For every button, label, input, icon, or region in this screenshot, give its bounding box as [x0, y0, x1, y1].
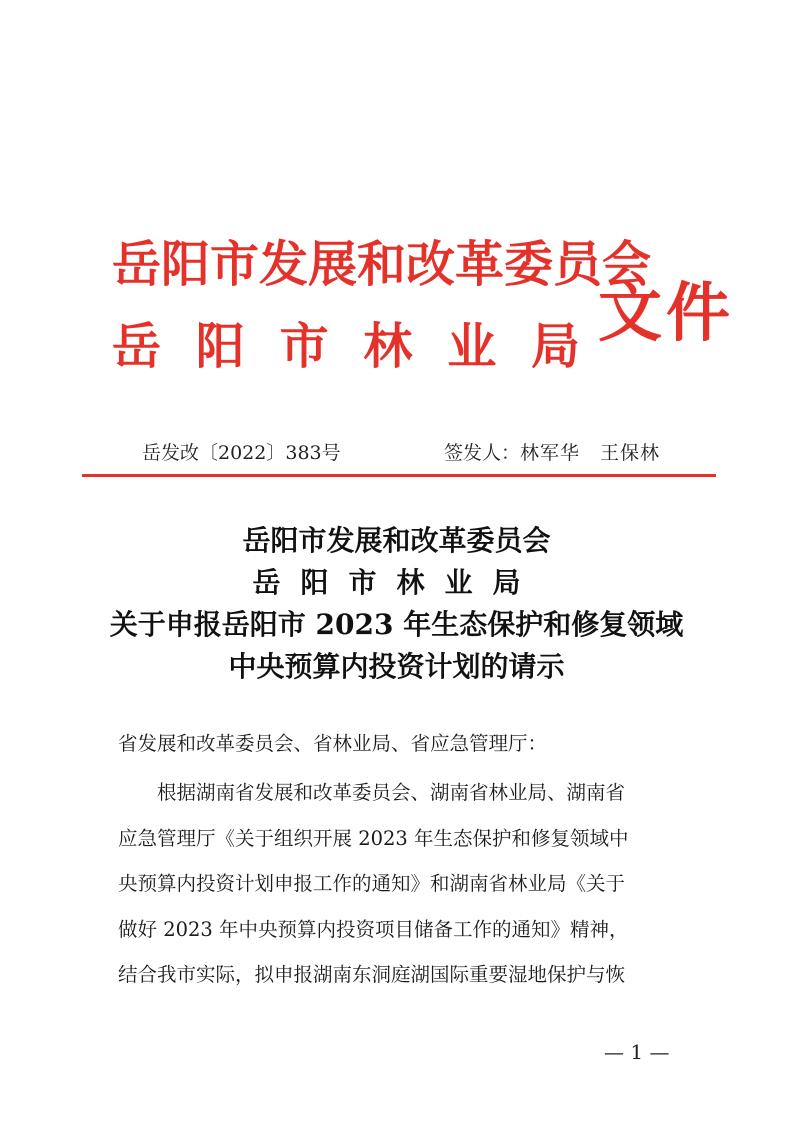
page-number: — 1 —	[604, 1040, 670, 1064]
title-line-3: 关于申报岳阳市 2023 年生态保护和修复领域	[109, 608, 684, 641]
salutation: 省发展和改革委员会、省林业局、省应急管理厅：	[118, 732, 548, 755]
title-line-4: 中央预算内投资计划的请示	[228, 650, 565, 683]
signer-names: 林军华 王保林	[520, 442, 661, 464]
document-type-label: 文件	[598, 276, 734, 351]
issuing-org-2-char: 林	[363, 317, 413, 375]
paragraph-line: 央预算内投资计划申报工作的通知》和湖南省林业局《关于	[118, 872, 626, 896]
issuing-org-2	[112, 308, 580, 378]
paragraph-line: 根据湖南省发展和改革委员会、湖南省林业局、湖南省	[157, 781, 626, 804]
issuing-org-2-char: 市	[279, 317, 329, 375]
signer-label: 签发人：	[444, 442, 521, 464]
title-line-1: 岳阳市发展和改革委员会	[242, 524, 551, 557]
body-paragraph	[118, 770, 688, 998]
paragraph-line: 结合我市实际，拟申报湖南东洞庭湖国际重要湿地保护与恢	[118, 963, 626, 987]
paragraph-line: 做好 2023 年中央预算内投资项目储备工作的通知》精神，	[118, 917, 629, 941]
issuing-org-2-char: 阳	[195, 317, 245, 375]
title-line-2: 岳阳市林业局	[252, 566, 541, 599]
document-header	[0, 0, 793, 480]
issuing-org-2-char: 局	[530, 317, 580, 375]
signer	[444, 438, 660, 465]
document-title	[0, 520, 793, 688]
issuing-org-2-char: 业	[447, 317, 497, 375]
paragraph-line: 应急管理厅《关于组织开展 2023 年生态保护和修复领域中	[118, 826, 629, 850]
document-number: 岳发改〔2022〕383号	[142, 442, 341, 464]
red-divider	[82, 474, 716, 477]
issuing-org-2-char: 岳	[112, 317, 162, 375]
issuing-org-1: 岳阳市发展和改革委员会	[112, 235, 652, 293]
